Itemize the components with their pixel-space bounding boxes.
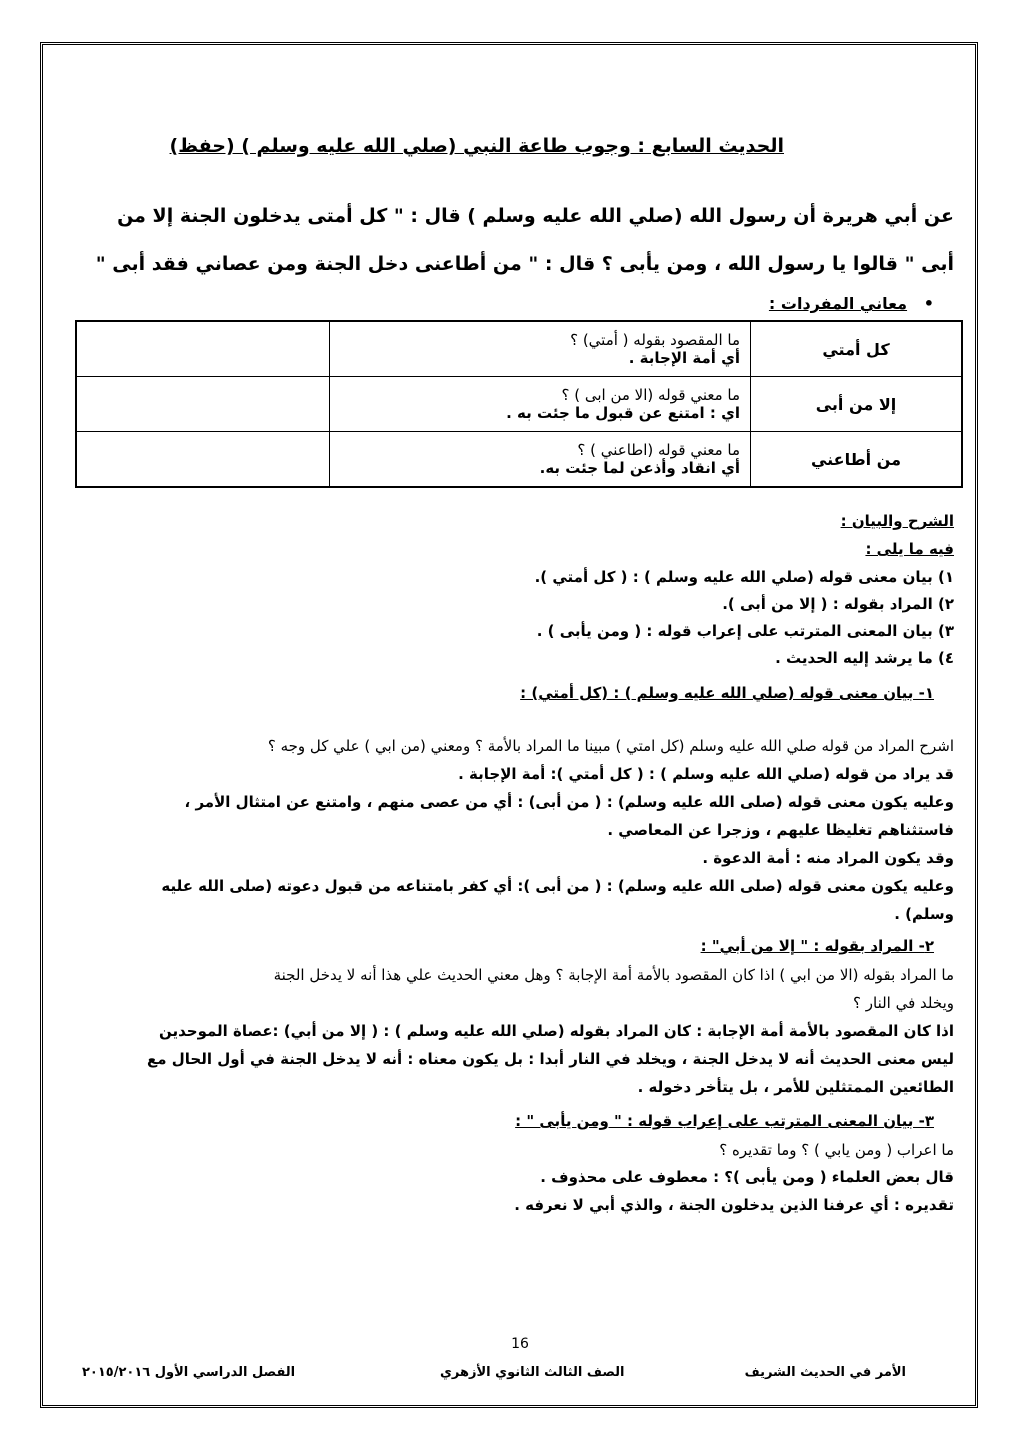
vocab-word: من أطاعني	[751, 432, 963, 488]
section-3-answer-1: قال بعض العلماء ( ومن يأبى )؟ : معطوف على محذوف .	[540, 1168, 954, 1186]
table-row	[76, 432, 962, 488]
section-1-line-3: فاستثناهم تغليظا عليهم ، وزجرا عن المعاصي .	[607, 821, 954, 839]
section-2-heading: ٢- المراد بقوله : " إلا من أبي" :	[700, 937, 934, 955]
vocab-blank-cell	[76, 432, 330, 488]
section-2-question-1: ما المراد بقوله (الا من ابي ) اذا كان المقصود بالأمة أمة الإجابة ؟ وهل معني الحديث علي هذا أنه لا يدخل الجنة	[273, 966, 954, 984]
explain-heading: الشرح والبيان :	[840, 512, 954, 530]
vocab-question: ما المقصود بقوله ( أمتي) ؟	[570, 331, 740, 349]
vocab-answer: أي انقاد وأذعن لما جئت به.	[539, 459, 740, 477]
section-2-question-2: ويخلد في النار ؟	[853, 994, 954, 1012]
hadith-line-1: عن أبي هريرة أن رسول الله (صلي الله عليه وسلم ) قال : " كل أمتى يدخلون الجنة إلا من	[117, 205, 954, 227]
hadith-line-2: أبى " قالوا يا رسول الله ، ومن يأبى ؟ قال : " من أطاعنى دخل الجنة ومن عصاني فقد أبى "	[95, 253, 954, 275]
vocab-answer: أي أمة الإجابة .	[628, 349, 740, 367]
table-row	[76, 321, 962, 377]
bullet-icon: •	[907, 294, 934, 313]
page-title: الحديث السابع : وجوب طاعة النبي (صلي الله عليه وسلم ) (حفظ)	[169, 135, 784, 157]
vocab-meaning	[330, 432, 751, 488]
vocab-blank-cell	[76, 321, 330, 377]
footer-grade: الصف الثالث الثانوي الأزهري	[440, 1365, 625, 1380]
section-2-answer-2: ليس معنى الحديث أنه لا يدخل الجنة ، ويخلد في النار أبدا : بل يكون معناه : أنه لا يدخل الجنة في أول الحال مع	[147, 1050, 954, 1068]
vocab-table	[75, 320, 963, 488]
section-1-line-1: قد يراد من قوله (صلي الله عليه وسلم ) : ( كل أمتي ): أمة الإجابة .	[458, 765, 954, 783]
section-3-answer-2: تقديره : أي عرفنا الذين يدخلون الجنة ، والذي أبي لا نعرفه .	[514, 1196, 954, 1214]
point-4: ٤) ما يرشد إليه الحديث .	[775, 649, 954, 667]
section-2-answer-1: اذا كان المقصود بالأمة أمة الإجابة : كان المراد بقوله (صلي الله عليه وسلم ) : ( إلا من أبي) :عصاة الموحدين	[158, 1022, 954, 1040]
section-1-line-5: وعليه يكون معنى قوله (صلى الله عليه وسلم) : ( من أبى ): أي كفر بامتناعه من قبول دعوته (صلى الله عليه	[161, 877, 954, 895]
vocab-word: إلا من أبى	[751, 377, 963, 432]
vocab-meaning	[330, 377, 751, 432]
vocab-heading: • معاني المفردات :	[768, 294, 934, 313]
vocab-word: كل أمتي	[751, 321, 963, 377]
section-2-answer-3: الطائعين الممتثلين للأمر ، بل يتأخر دخوله .	[637, 1078, 954, 1096]
section-1-line-4: وقد يكون المراد منه : أمة الدعوة .	[702, 849, 954, 867]
vocab-question: ما معني قوله (اطاعني ) ؟	[577, 441, 740, 459]
point-2: ٢) المراد بقوله : ( إلا من أبى ).	[722, 595, 954, 613]
vocab-meaning	[330, 321, 751, 377]
footer-semester: الفصل الدراسي الأول ٢٠١٥/٢٠١٦	[82, 1365, 296, 1380]
section-1-line-2: وعليه يكون معنى قوله (صلى الله عليه وسلم) : ( من أبى) : أي من عصى منهم ، وامتنع عن امتثال الأمر ،	[184, 793, 954, 811]
table-row	[76, 377, 962, 432]
point-3: ٣) بيان المعنى المترتب على إعراب قوله : ( ومن يأبى ) .	[536, 622, 954, 640]
section-1-line-6: وسلم) .	[894, 905, 954, 923]
vocab-blank-cell	[76, 377, 330, 432]
section-1-question: اشرح المراد من قوله صلي الله عليه وسلم (كل امتي ) مبينا ما المراد بالأمة ؟ ومعني (من ابي ) علي كل وجه ؟	[267, 737, 954, 755]
footer-course-title: الأمر في الحديث الشريف	[744, 1365, 906, 1380]
section-1-heading: ١- بيان معنى قوله (صلي الله عليه وسلم ) : (كل أمتي) :	[520, 684, 934, 702]
vocab-answer: اي : امتنع عن قبول ما جئت به .	[506, 404, 740, 422]
vocab-question: ما معني قوله (الا من ابى ) ؟	[561, 386, 740, 404]
point-1: ١) بيان معنى قوله (صلي الله عليه وسلم ) : ( كل أمتي ).	[534, 568, 954, 586]
contains-heading: فيه ما يلى :	[865, 540, 954, 558]
section-3-question: ما اعراب ( ومن يابي ) ؟ وما تقديره ؟	[719, 1141, 954, 1159]
page-number: 16	[511, 1336, 529, 1352]
section-3-heading: ٣- بيان المعنى المترتب على إعراب قوله : " ومن يأبى " :	[515, 1112, 934, 1130]
